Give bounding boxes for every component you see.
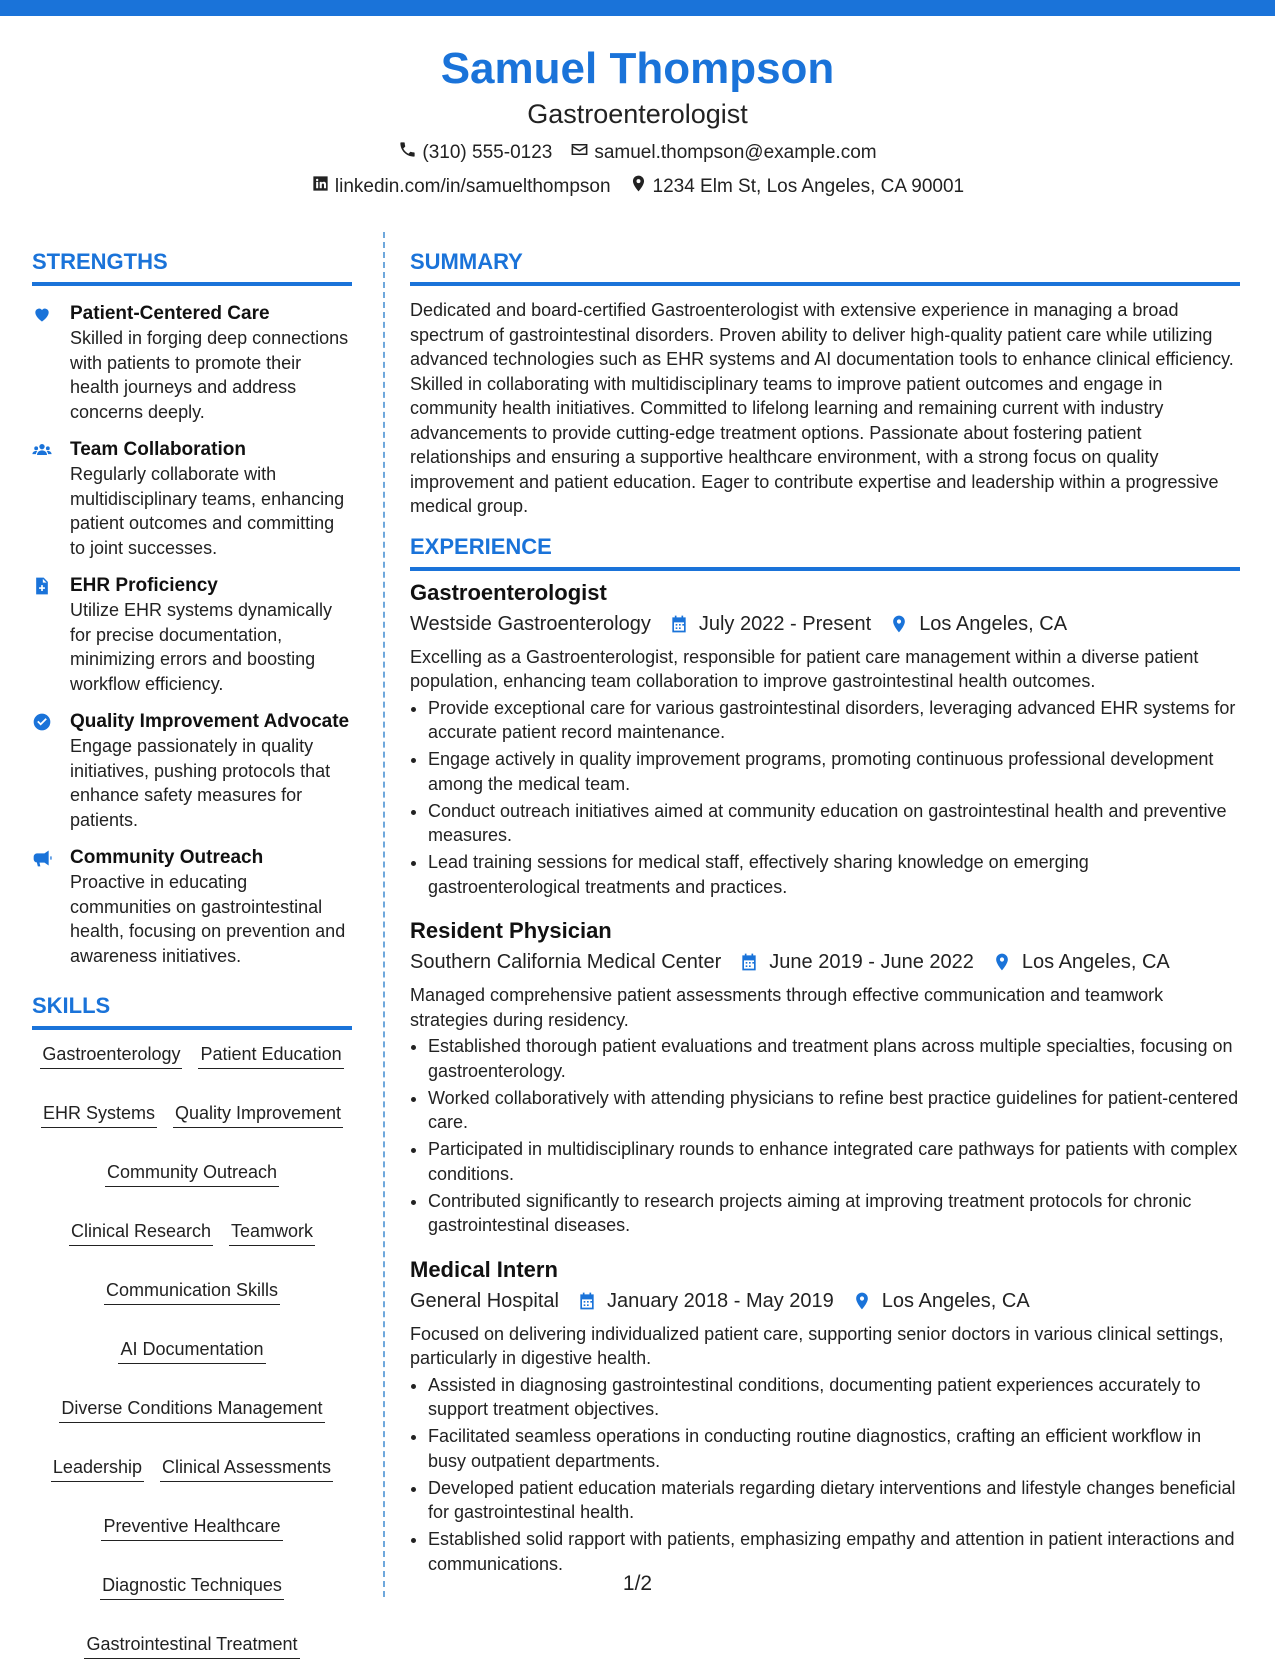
summary-heading: SUMMARY — [410, 248, 1240, 286]
job-meta — [410, 949, 1240, 975]
job-description: Focused on delivering individualized patient care, supporting senior doctors in various clinical settings, particularly in digestive health. — [410, 1323, 1224, 1368]
skill-tag: Clinical Assessments — [160, 1455, 333, 1482]
job-company: Southern California Medical Center — [410, 951, 722, 973]
job-bullet: • Provide exceptional care for various gastrointestinal disorders, leveraging advanced EHR systems for accurate patient record maintenance. — [428, 696, 1240, 745]
skill-tag: Community Outreach — [105, 1160, 279, 1187]
strength-desc: Utilize EHR systems dynamically for precise documentation, minimizing errors and boosting workflow efficiency. — [70, 600, 333, 694]
contact-address — [629, 174, 965, 200]
job-dates: January 2018 - May 2019 — [606, 1289, 834, 1312]
job-dates: June 2019 - June 2022 — [769, 951, 974, 973]
job-bullet: • Established solid rapport with patients, emphasizing empathy and attention in patient interactions and communications. — [428, 1527, 1240, 1576]
skill-tag: Communication Skills — [104, 1278, 280, 1305]
job-entry — [410, 917, 1240, 1238]
job-description: Excelling as a Gastroenterologist, responsible for patient care management within a diverse patient population, enhancing team collaboration to improve gastrointestinal health outcomes. — [410, 646, 1199, 691]
job-bullet: • Participated in multidisciplinary rounds to enhance integrated care pathways for patients with complex conditions. — [428, 1137, 1240, 1186]
strength-title: Quality Improvement Advocate — [70, 711, 350, 732]
skill-tag: Teamwork — [229, 1219, 315, 1246]
strength-title: EHR Proficiency — [70, 575, 218, 596]
skill-tag: Preventive Healthcare — [101, 1514, 282, 1541]
strength-item — [32, 302, 352, 424]
job-location: Los Angeles, CA — [881, 1289, 1030, 1312]
calendar-icon — [577, 1291, 597, 1311]
job-bullets — [410, 1034, 1240, 1238]
strength-title: Patient-Centered Care — [70, 303, 270, 324]
contact-email[interactable] — [570, 140, 876, 166]
contact-linkedin[interactable] — [311, 174, 611, 200]
job-company: Westside Gastroenterology — [410, 612, 651, 635]
heart-icon — [32, 311, 52, 328]
phone-text: (310) 555-0123 — [422, 142, 553, 163]
strength-title: Community Outreach — [70, 847, 264, 868]
strength-item — [32, 438, 352, 560]
calendar-icon — [739, 952, 759, 972]
skill-tag: Quality Improvement — [173, 1101, 343, 1128]
check-circle-icon — [32, 719, 52, 736]
job-entry — [410, 1256, 1240, 1577]
skill-tag: Patient Education — [198, 1042, 343, 1069]
strength-desc: Regularly collaborate with multidisciplinary teams, enhancing patient outcomes and committing to joint successes. — [70, 464, 345, 558]
map-pin-icon — [629, 174, 648, 200]
strength-desc: Skilled in forging deep connections with patients to promote their health journeys and address concerns deeply. — [70, 328, 349, 422]
candidate-name: Samuel Thompson — [440, 44, 835, 93]
job-bullet: • Conduct outreach initiatives aimed at community education on gastrointestinal health and preventive measures. — [428, 799, 1240, 848]
job-bullet: • Engage actively in quality improvement programs, promoting continuous professional development among the medical team. — [428, 747, 1240, 796]
skills-heading: SKILLS — [32, 992, 352, 1030]
skill-tag: Clinical Research — [69, 1219, 213, 1246]
contact-phone — [398, 140, 552, 166]
top-accent-bar — [0, 0, 1275, 16]
page-indicator: 1/2 — [622, 1572, 653, 1595]
job-bullet: • Worked collaboratively with attending physicians to refine best practice guidelines for patient-centered care. — [428, 1086, 1240, 1135]
left-column — [32, 248, 352, 1659]
skill-tag: Leadership — [51, 1455, 144, 1482]
address-text: 1234 Elm St, Los Angeles, CA 90001 — [652, 176, 965, 197]
email-text: samuel.thompson@example.com — [594, 142, 877, 163]
map-pin-icon — [889, 614, 909, 634]
job-meta — [410, 611, 1240, 637]
strength-desc: Proactive in educating communities on gastrointestinal health, focusing on prevention and awareness initiatives. — [70, 872, 346, 966]
skill-tag: AI Documentation — [118, 1337, 265, 1364]
linkedin-icon — [311, 174, 330, 200]
resume-header — [0, 42, 1275, 200]
job-bullet: • Developed patient education materials regarding dietary interventions and lifestyle changes beneficial for gastrointestinal health. — [428, 1476, 1240, 1525]
linkedin-text: linkedin.com/in/samuelthompson — [334, 176, 611, 197]
users-icon — [32, 447, 52, 464]
job-location: Los Angeles, CA — [1021, 951, 1170, 973]
strength-item — [32, 710, 352, 832]
job-bullet: • Contributed significantly to research projects aiming at improving treatment protocols for chronic gastrointestinal diseases. — [428, 1189, 1240, 1238]
job-description: Managed comprehensive patient assessments through effective communication and teamwork strategies during residency. — [410, 985, 1164, 1030]
job-dates: July 2022 - Present — [698, 612, 872, 635]
megaphone-icon — [32, 855, 52, 872]
envelope-icon — [570, 140, 589, 166]
strengths-heading: STRENGTHS — [32, 248, 352, 286]
skill-tag: Diverse Conditions Management — [59, 1396, 324, 1423]
strength-title: Team Collaboration — [70, 439, 246, 460]
skill-tag: Gastrointestinal Treatment — [84, 1632, 299, 1659]
job-bullets — [410, 696, 1240, 900]
right-column — [410, 248, 1240, 1579]
job-bullet: • Established thorough patient evaluations and treatment plans across multiple specialties, focusing on gastroenterology. — [428, 1034, 1240, 1083]
skills-list — [32, 1042, 352, 1659]
skill-tag: Diagnostic Techniques — [100, 1573, 284, 1600]
map-pin-icon — [852, 1291, 872, 1311]
experience-heading: EXPERIENCE — [410, 533, 1240, 571]
job-bullets — [410, 1373, 1240, 1577]
summary-text: Dedicated and board-certified Gastroenterologist with extensive experience in managing a broad spectrum of gastrointestinal disorders. Proven ability to deliver high-quality patient care while utilizing advanced technologies such as EHR systems and AI documentation tools to enhance clinical efficiency. Skilled in collaborating with multidisciplinary teams to improve patient outcomes and engage in community health initiatives. Committed to lifelong learning and remaining current with industry advancements to provide cutting-edge treatment options. Passionate about fostering patient relationships and ensuring a supportive healthcare environment, with a strong focus on quality improvement and patient education. Eager to contribute expertise and leadership within a progressive medical group. — [410, 300, 1234, 516]
job-bullet: • Assisted in diagnosing gastrointestinal conditions, documenting patient experiences accurately to support treatment objectives. — [428, 1373, 1240, 1422]
job-entry — [410, 579, 1240, 900]
strength-item — [32, 846, 352, 968]
map-pin-icon — [992, 952, 1012, 972]
skill-tag: EHR Systems — [41, 1101, 157, 1128]
job-title: Medical Intern — [410, 1256, 558, 1282]
column-divider — [383, 232, 385, 1597]
candidate-title: Gastroenterologist — [527, 99, 748, 129]
medical-file-icon — [32, 583, 52, 600]
job-title: Resident Physician — [410, 918, 612, 943]
job-company: General Hospital — [410, 1289, 559, 1312]
calendar-icon — [669, 614, 689, 634]
phone-icon — [398, 140, 417, 166]
job-meta — [410, 1288, 1240, 1314]
job-title: Gastroenterologist — [410, 579, 607, 605]
contact-row-1 — [0, 140, 1275, 166]
strength-desc: Engage passionately in quality initiatives, pushing protocols that enhance safety measures for patients. — [70, 736, 331, 830]
contact-row-2 — [0, 174, 1275, 200]
job-location: Los Angeles, CA — [919, 612, 1068, 635]
job-bullet: • Facilitated seamless operations in conducting routine diagnostics, crafting an efficient workflow in busy outpatient departments. — [428, 1424, 1240, 1473]
skill-tag: Gastroenterology — [40, 1042, 182, 1069]
job-bullet: • Lead training sessions for medical staff, effectively sharing knowledge on emerging gastroenterological treatments and practices. — [428, 850, 1240, 899]
strength-item — [32, 574, 352, 696]
